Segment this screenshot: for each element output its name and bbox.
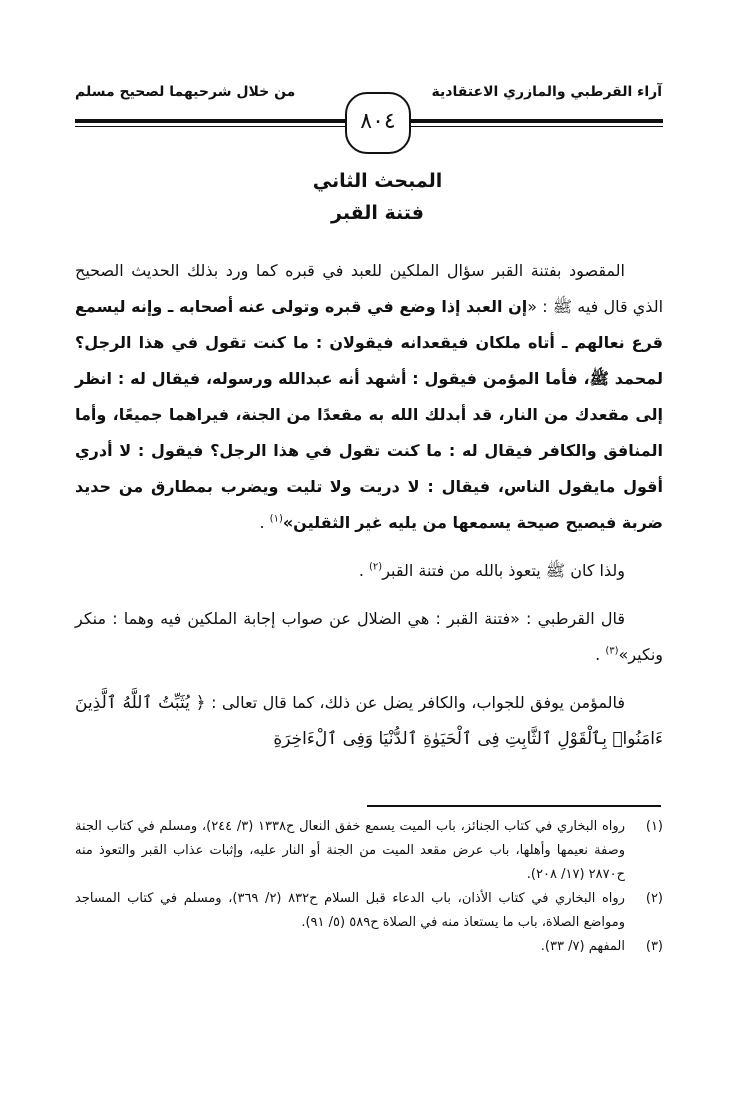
footnote-2 <box>75 887 663 935</box>
footnote-line: المفهم (٧/ ٣٣). <box>540 939 625 954</box>
footnote-line: رواه البخاري في كتاب الجنائز، باب الميت يسمع خفق النعال ح١٣٣٨ (٣/ ٢٤٤)، <box>201 819 625 834</box>
footnote-3 <box>75 935 663 959</box>
period: . <box>595 645 601 664</box>
paragraph <box>75 601 663 673</box>
period: . <box>358 561 364 580</box>
footnote-line: عليه، وإثبات عذاب القبر والتعوذ منه ح٢٨٧٠ (١٧/ ٢٠٨). <box>75 843 625 882</box>
text: قال القرطبي : «فتنة القبر : هي الضلال عن صواب إجابة الملكين <box>187 609 626 628</box>
hadith-text: تقول في هذا الرجل؟ لمحمد ﷺ، فأما المؤمن فيقول : أشهد أنه عبدالله <box>75 333 664 388</box>
hadith-text: إن العبد إذا وضع في قبره وتولى عنه <box>238 297 528 316</box>
hadith-text: تليت ويضرب بمطارق من حديد ضربة فيصيح صيحة يسمعها من يليه غير <box>75 477 663 532</box>
footnotes <box>75 815 663 959</box>
footnote-ref[interactable]: (١) <box>269 513 283 525</box>
page-number: ٨٠٤ <box>345 92 411 154</box>
hadith-text: ورسوله، فيقال له : انظر إلى مقعدك من النار، قد أبدلك الله به مقعدًا من <box>75 369 664 424</box>
section-heading: المبحث الثاني <box>312 170 443 192</box>
period: . <box>259 513 265 532</box>
footnote-line: رواه البخاري في كتاب الأذان، باب الدعاء قبل السلام ح٨٣٢ (٢/ ٣٦٩)، ومسلم في <box>160 891 625 906</box>
paragraph <box>75 685 663 757</box>
footnote-1 <box>75 815 663 887</box>
footnote-number: (١) <box>645 819 663 834</box>
hadith-text: الجنة، فيراهما جميعًا، وأما المنافق والكافر فيقال له : ما كنت تقول في <box>75 405 664 460</box>
hadith-text: أصحابه ـ وإنه ليسمع قرع نعالهم ـ أتاه ملكان فيقعدانه فيقولان : ما كنت <box>75 297 664 352</box>
paragraph <box>75 553 663 589</box>
text: ولذا كان ﷺ يتعوذ بالله من فتنة القبر <box>382 561 625 580</box>
footnote-ref[interactable]: (٢) <box>369 561 383 573</box>
text: فالمؤمن يوفق للجواب، والكافر يضل عن ذلك، كما قال تعالى : <box>211 693 626 712</box>
hadith-text: هذا الرجل؟ فيقول : لا أدري أقول مايقول الناس، فيقال : لا دريت ولا <box>75 441 664 496</box>
running-header-subtitle: من خلال شرحيهما لصحيح مسلم <box>75 84 296 100</box>
paragraph-hadith <box>75 253 663 541</box>
footnote-line: كتاب المساجد ومواضع الصلاة، باب ما يستعاذ منه في الصلاة ح٥٨٩ (٥/ ٩١). <box>75 891 625 930</box>
footnote-text <box>75 815 625 887</box>
body-text <box>75 253 663 769</box>
footnote-line: ومسلم في كتاب الجنة وصفة نعيمها وأهلها، باب عرض مقعد الميت من الجنة أو النار <box>75 819 625 858</box>
text: الحديث الصحيح الذي قال فيه ﷺ : « <box>75 261 664 316</box>
text: فيه وهما : منكر ونكير» <box>75 609 663 664</box>
hadith-text: الثقلين» <box>282 513 351 532</box>
quran-verse: ﴿ يُثَبِّتُ ٱللَّهُ ٱلَّذِينَ ءَامَنُوا۟ بِٱلْقَوْلِ ٱلثَّابِتِ فِى ٱلْحَيَوٰةِ ٱلدُّنْيَا وَفِى ٱلْءَاخِرَةِ <box>75 693 663 749</box>
text: المقصود بفتنة القبر سؤال الملكين للعبد في قبره كما ورد بذلك <box>186 261 625 280</box>
section-title: فتنة القبر <box>331 202 424 224</box>
footnote-separator <box>367 805 661 807</box>
footnote-ref[interactable]: (٣) <box>605 645 619 657</box>
footnote-number: (٣) <box>645 939 663 954</box>
running-header-title: آراء القرطبي والمازري الاعتقادية <box>431 84 662 100</box>
footnote-number: (٢) <box>645 891 663 906</box>
footnote-text <box>75 887 625 935</box>
footnote-text <box>75 935 625 959</box>
